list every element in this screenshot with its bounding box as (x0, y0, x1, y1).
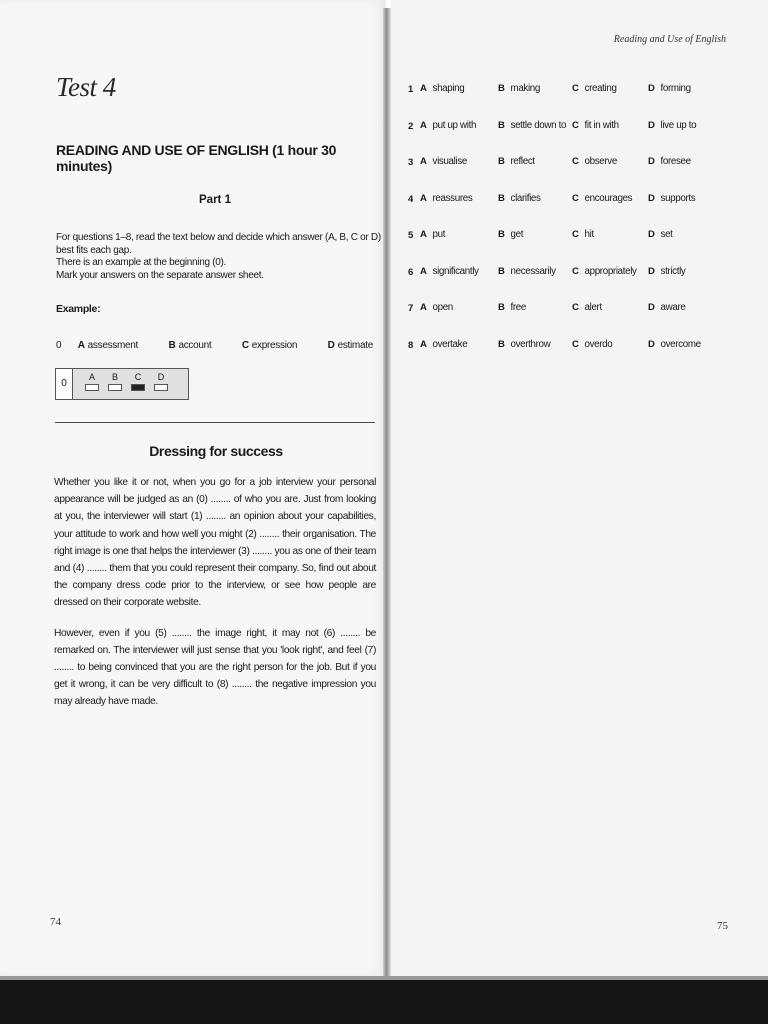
option-d: D aware (648, 302, 686, 313)
example-option: D estimate (327, 340, 373, 351)
option-a: A put (420, 229, 446, 240)
test-title: Test 4 (56, 72, 116, 102)
option-a: A reassures (420, 192, 473, 204)
option-c: C hit (572, 229, 594, 240)
page-number-right: 75 (717, 920, 728, 932)
option-d: D set (648, 229, 673, 240)
option-b: B making (498, 83, 540, 94)
option-b: B necessarily (498, 265, 556, 277)
option-a: A shaping (420, 83, 465, 94)
answer-options-table (404, 80, 734, 372)
question-number: 5 (408, 230, 413, 241)
book-gutter (383, 8, 391, 976)
instruction-line: There is an example at the beginning (0). (56, 257, 227, 268)
section-heading-duration: (1 hour 30 minutes) (56, 142, 337, 174)
question-row (404, 153, 734, 190)
option-b: B overthrow (498, 338, 551, 350)
question-number: 8 (408, 339, 413, 351)
question-number: 7 (408, 303, 413, 314)
example-number: 0 (56, 340, 62, 351)
section-heading-bold: READING AND USE OF ENGLISH (56, 142, 269, 158)
example-label: Example: (56, 303, 101, 315)
option-c: C appropriately (572, 265, 637, 277)
running-head: Reading and Use of English (613, 34, 726, 45)
section-divider (55, 422, 375, 423)
passage (54, 474, 376, 724)
example-option: B account (168, 340, 212, 351)
option-a: A visualise (420, 156, 467, 167)
question-row (404, 117, 734, 154)
scan-bottom-edge (0, 976, 768, 1024)
passage-paragraph: However, even if you (5) ........ the image right, it may not (6) ........ be remarked on. The interviewer will just sense that you 'look right', and feel (7) ........ to being convinced that you are the right person for the job. But if you get it wrong, it can be very difficult to (8) ........ the negative impression you may already have made. (54, 627, 376, 708)
left-page (0, 0, 386, 976)
option-c: C creating (572, 83, 617, 94)
option-d: D live up to (648, 119, 697, 131)
answer-mark (85, 384, 99, 391)
question-number: 1 (408, 84, 413, 95)
answer-mark (108, 384, 122, 391)
answer-box-option-c: C (130, 372, 146, 391)
part-title: Part 1 (199, 194, 231, 206)
option-b: B free (498, 302, 526, 313)
question-number: 6 (408, 266, 413, 278)
example-option: C expression (241, 340, 298, 351)
option-c: C encourages (572, 192, 633, 204)
option-a: A put up with (420, 119, 477, 131)
instruction-line: For questions 1–8, read the text below and decide which answer (A, B, C or D) best fits each gap. (56, 232, 381, 256)
option-d: D foresee (648, 156, 691, 167)
passage-paragraph: Whether you like it or not, when you go for a job interview your personal appearance will be judged as an (0) ........ of who you are. Just from looking at you, the interviewer will start (1) ........ an opinion about your capabilities, your attitude to work and how well you might (2) ........ their organisation. The right image is one that helps the interviewer (3) ........ you as one of their team and (4) ........ them that you could represent their company. So, find out about the company dress code prior to the interview, or see how people are dressed on their corporate website. (54, 477, 376, 609)
instruction-line: Mark your answers on the separate answer sheet. (56, 269, 264, 281)
option-d: D supports (648, 192, 696, 204)
option-b: B get (498, 229, 524, 240)
option-a: A open (420, 302, 453, 313)
option-b: B clarifies (498, 192, 541, 204)
page-number-left: 74 (50, 916, 61, 928)
question-row (404, 226, 734, 263)
example-answer-box (55, 368, 189, 400)
option-a: A overtake (420, 338, 468, 350)
answer-mark (131, 384, 145, 391)
question-number: 3 (408, 157, 413, 168)
question-number: 2 (408, 120, 413, 132)
section-heading (56, 142, 386, 174)
option-a: A significantly (420, 265, 479, 277)
option-b: B settle down to (498, 119, 567, 131)
answer-box-option-a: A (84, 372, 100, 391)
question-row (404, 80, 734, 117)
question-row (404, 190, 734, 227)
answer-box-number: 0 (56, 369, 73, 399)
answer-box-option-b: B (107, 372, 123, 391)
question-row (404, 263, 734, 300)
option-d: D strictly (648, 265, 686, 277)
text-title: Dressing for success (149, 443, 283, 459)
example-option: A assessment (77, 340, 139, 351)
answer-mark (154, 384, 168, 391)
option-b: B reflect (498, 156, 535, 167)
option-c: C fit in with (572, 119, 619, 131)
answer-box-option-d: D (153, 372, 169, 391)
question-number: 4 (408, 193, 413, 205)
option-c: C overdo (572, 338, 613, 350)
option-c: C alert (572, 302, 602, 313)
option-d: D forming (648, 83, 691, 94)
instructions (56, 232, 386, 282)
option-d: D overcome (648, 338, 701, 350)
option-c: C observe (572, 156, 617, 167)
question-row (404, 299, 734, 336)
example-options (56, 340, 401, 351)
question-row (404, 336, 734, 373)
